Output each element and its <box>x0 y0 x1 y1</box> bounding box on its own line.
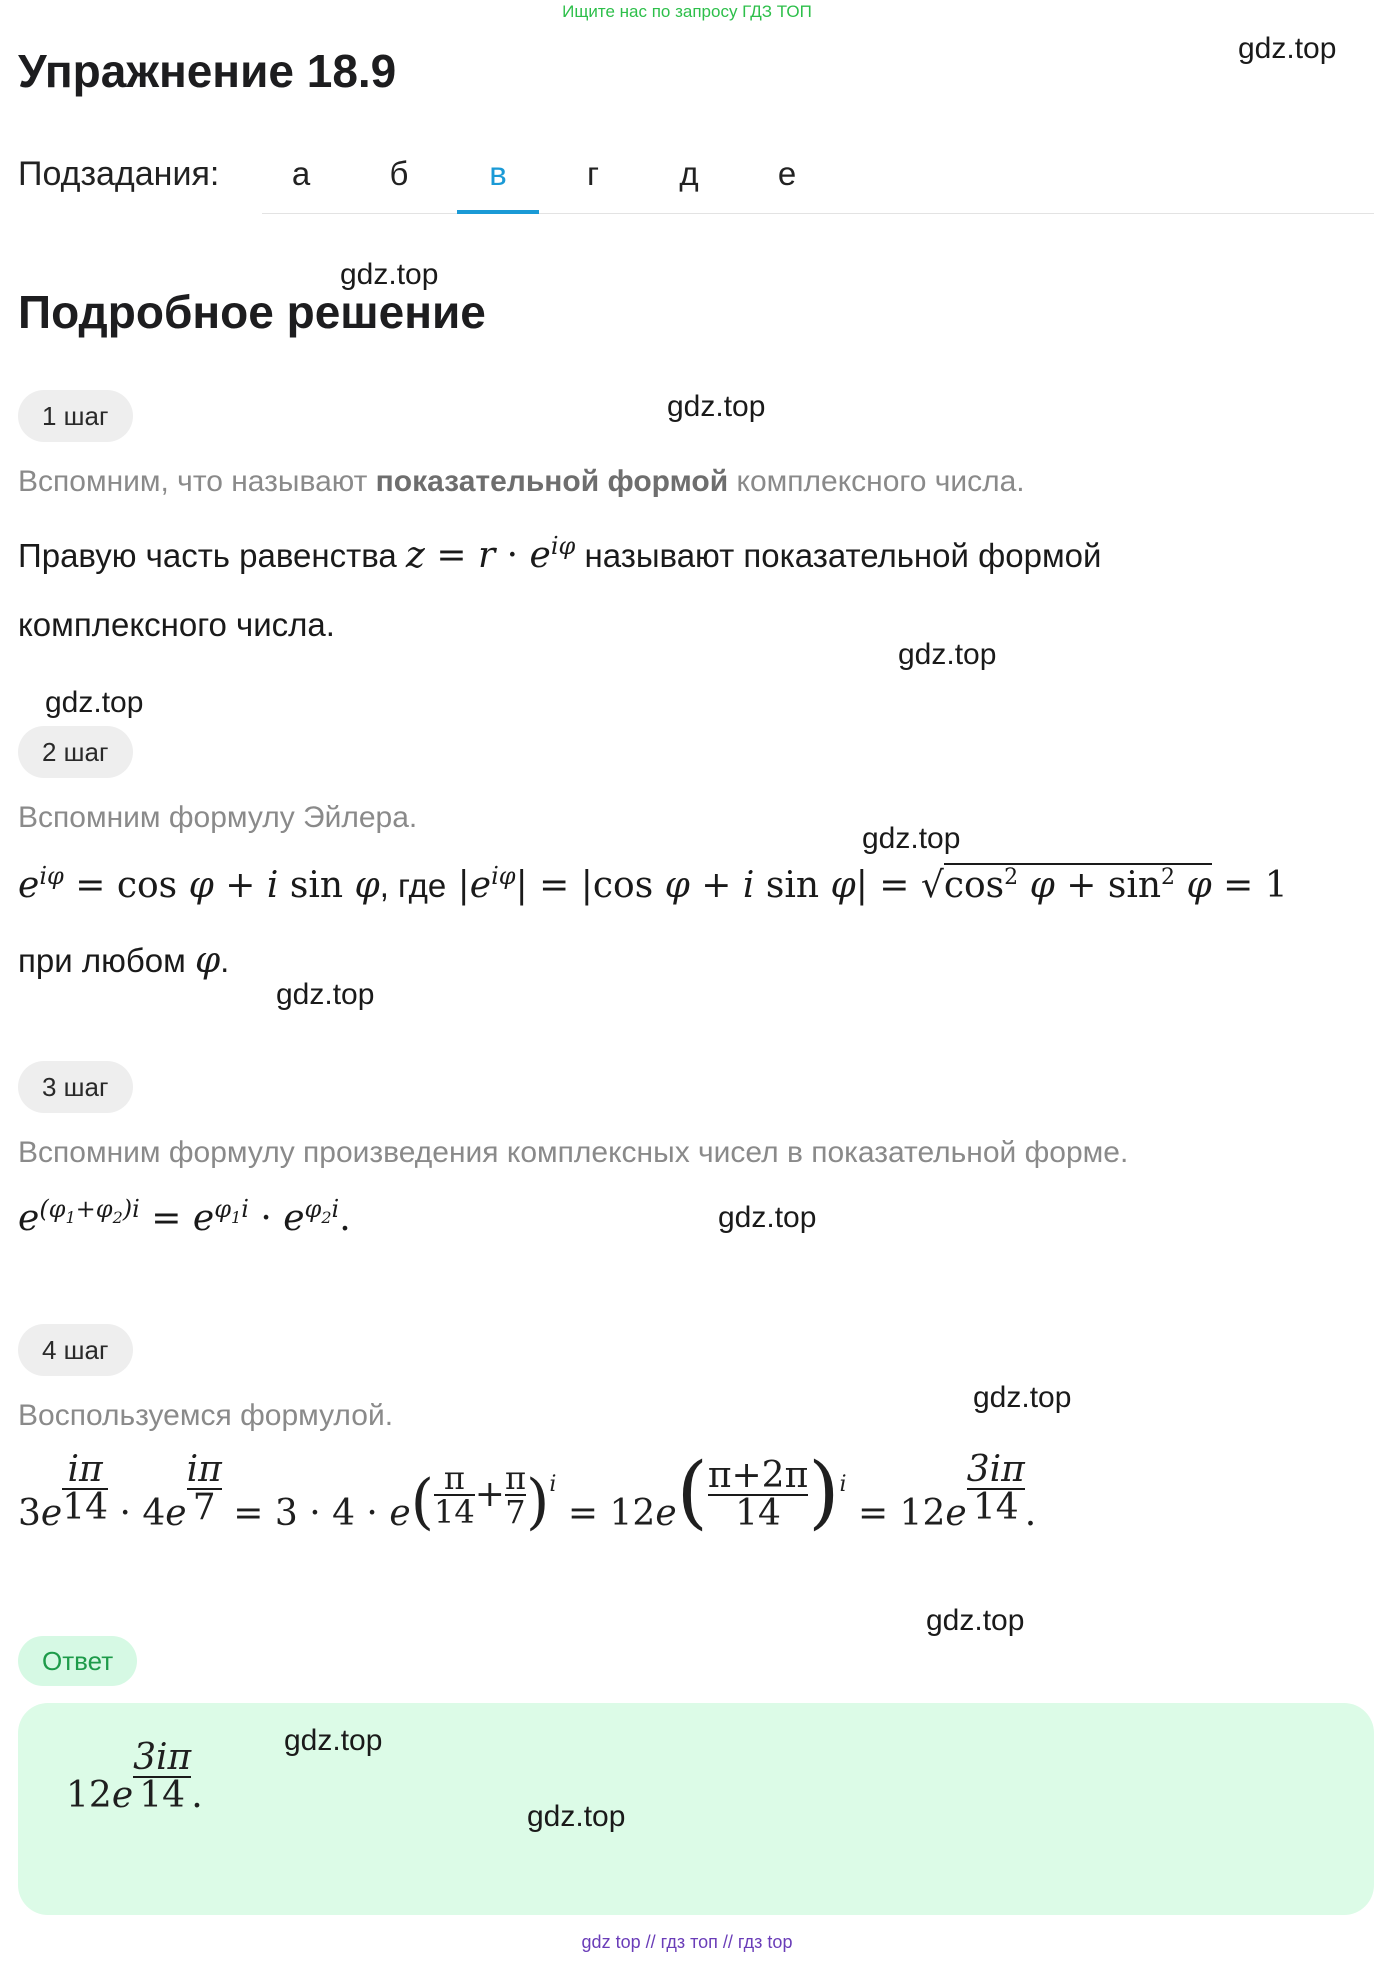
watermark: gdz.top <box>340 258 439 291</box>
answer-box <box>18 1703 1374 1915</box>
active-tab-indicator <box>457 210 539 214</box>
tab-v[interactable]: в <box>489 155 507 192</box>
tab-e[interactable]: е <box>777 155 797 192</box>
step-intro: Вспомним, что называют показательной формой комплексного числа. <box>18 465 1025 498</box>
tab-a[interactable]: а <box>291 155 311 192</box>
watermark: gdz.top <box>862 822 961 855</box>
answer-formula: 12e $\frac{3i\pi}{14}$ . <box>66 1737 203 1816</box>
footer-links[interactable]: gdz top // гдз топ // гдз top <box>581 1932 793 1952</box>
answer-badge: Ответ <box>18 1636 137 1686</box>
watermark: gdz.top <box>898 638 997 671</box>
product-formula: $e^{(\varphi_1+\varphi_2)i} = e^{\varphi_1i} \cdot e^{\varphi_2i}$. <box>18 1195 351 1239</box>
calculation: 3e $\frac{i\pi}{14}$ · 4e $\frac{i\pi}{7}$ = 3 · 4 · e( $\frac{\pi}{14}$ + $\frac{\pi}{7}$ )$^i$ = 12e( $\frac{\pi+2\pi}{14}$ )$^i$ = 12e $\frac{3i\pi}{14}$ . <box>18 1445 1037 1538</box>
tab-g[interactable]: г <box>586 155 600 192</box>
step-badge: 3 шаг <box>18 1061 133 1113</box>
step-intro: Вспомним формулу Эйлера. <box>18 801 418 834</box>
euler-formula: $e^{i\varphi} = \cos \varphi + i$ sin φ, где $|e^{i\varphi}| = |\cos$ φ + i $\sin \varphi| = √\cos^2$ $\varphi + \sin^2 \varphi = 1$ <box>18 862 1288 906</box>
page-title: Упражнение 18.9 <box>18 45 397 97</box>
step-text: при любом φ. <box>18 940 230 981</box>
tabs-divider <box>262 213 1374 214</box>
watermark: gdz.top <box>276 978 375 1011</box>
watermark: gdz.top <box>667 390 766 423</box>
watermark: gdz.top <box>973 1381 1072 1414</box>
watermark: gdz.top <box>45 686 144 719</box>
search-hint-banner: Ищите нас по запросу ГДЗ ТОП <box>562 2 812 21</box>
subtasks-label: Подзадания: <box>18 155 220 193</box>
watermark: gdz.top <box>926 1604 1025 1637</box>
watermark: gdz.top <box>718 1201 817 1234</box>
step-badge: 4 шаг <box>18 1324 133 1376</box>
step-intro: Воспользуемся формулой. <box>18 1399 394 1432</box>
step-text: Правую часть равенства $z = r \cdot e^{i\varphi}$ называют показательной формой <box>18 532 1102 576</box>
tab-d[interactable]: д <box>679 155 699 192</box>
step-text: комплексного числа. <box>18 606 335 643</box>
section-title: Подробное решение <box>18 286 486 338</box>
watermark: gdz.top <box>527 1800 626 1833</box>
step-badge: 2 шаг <box>18 726 133 778</box>
watermark: gdz.top <box>1238 32 1337 65</box>
watermark: gdz.top <box>284 1724 383 1757</box>
step-intro: Вспомним формулу произведения комплексных чисел в показательной форме. <box>18 1136 1129 1169</box>
tab-b[interactable]: б <box>389 155 409 192</box>
step-badge: 1 шаг <box>18 390 133 442</box>
